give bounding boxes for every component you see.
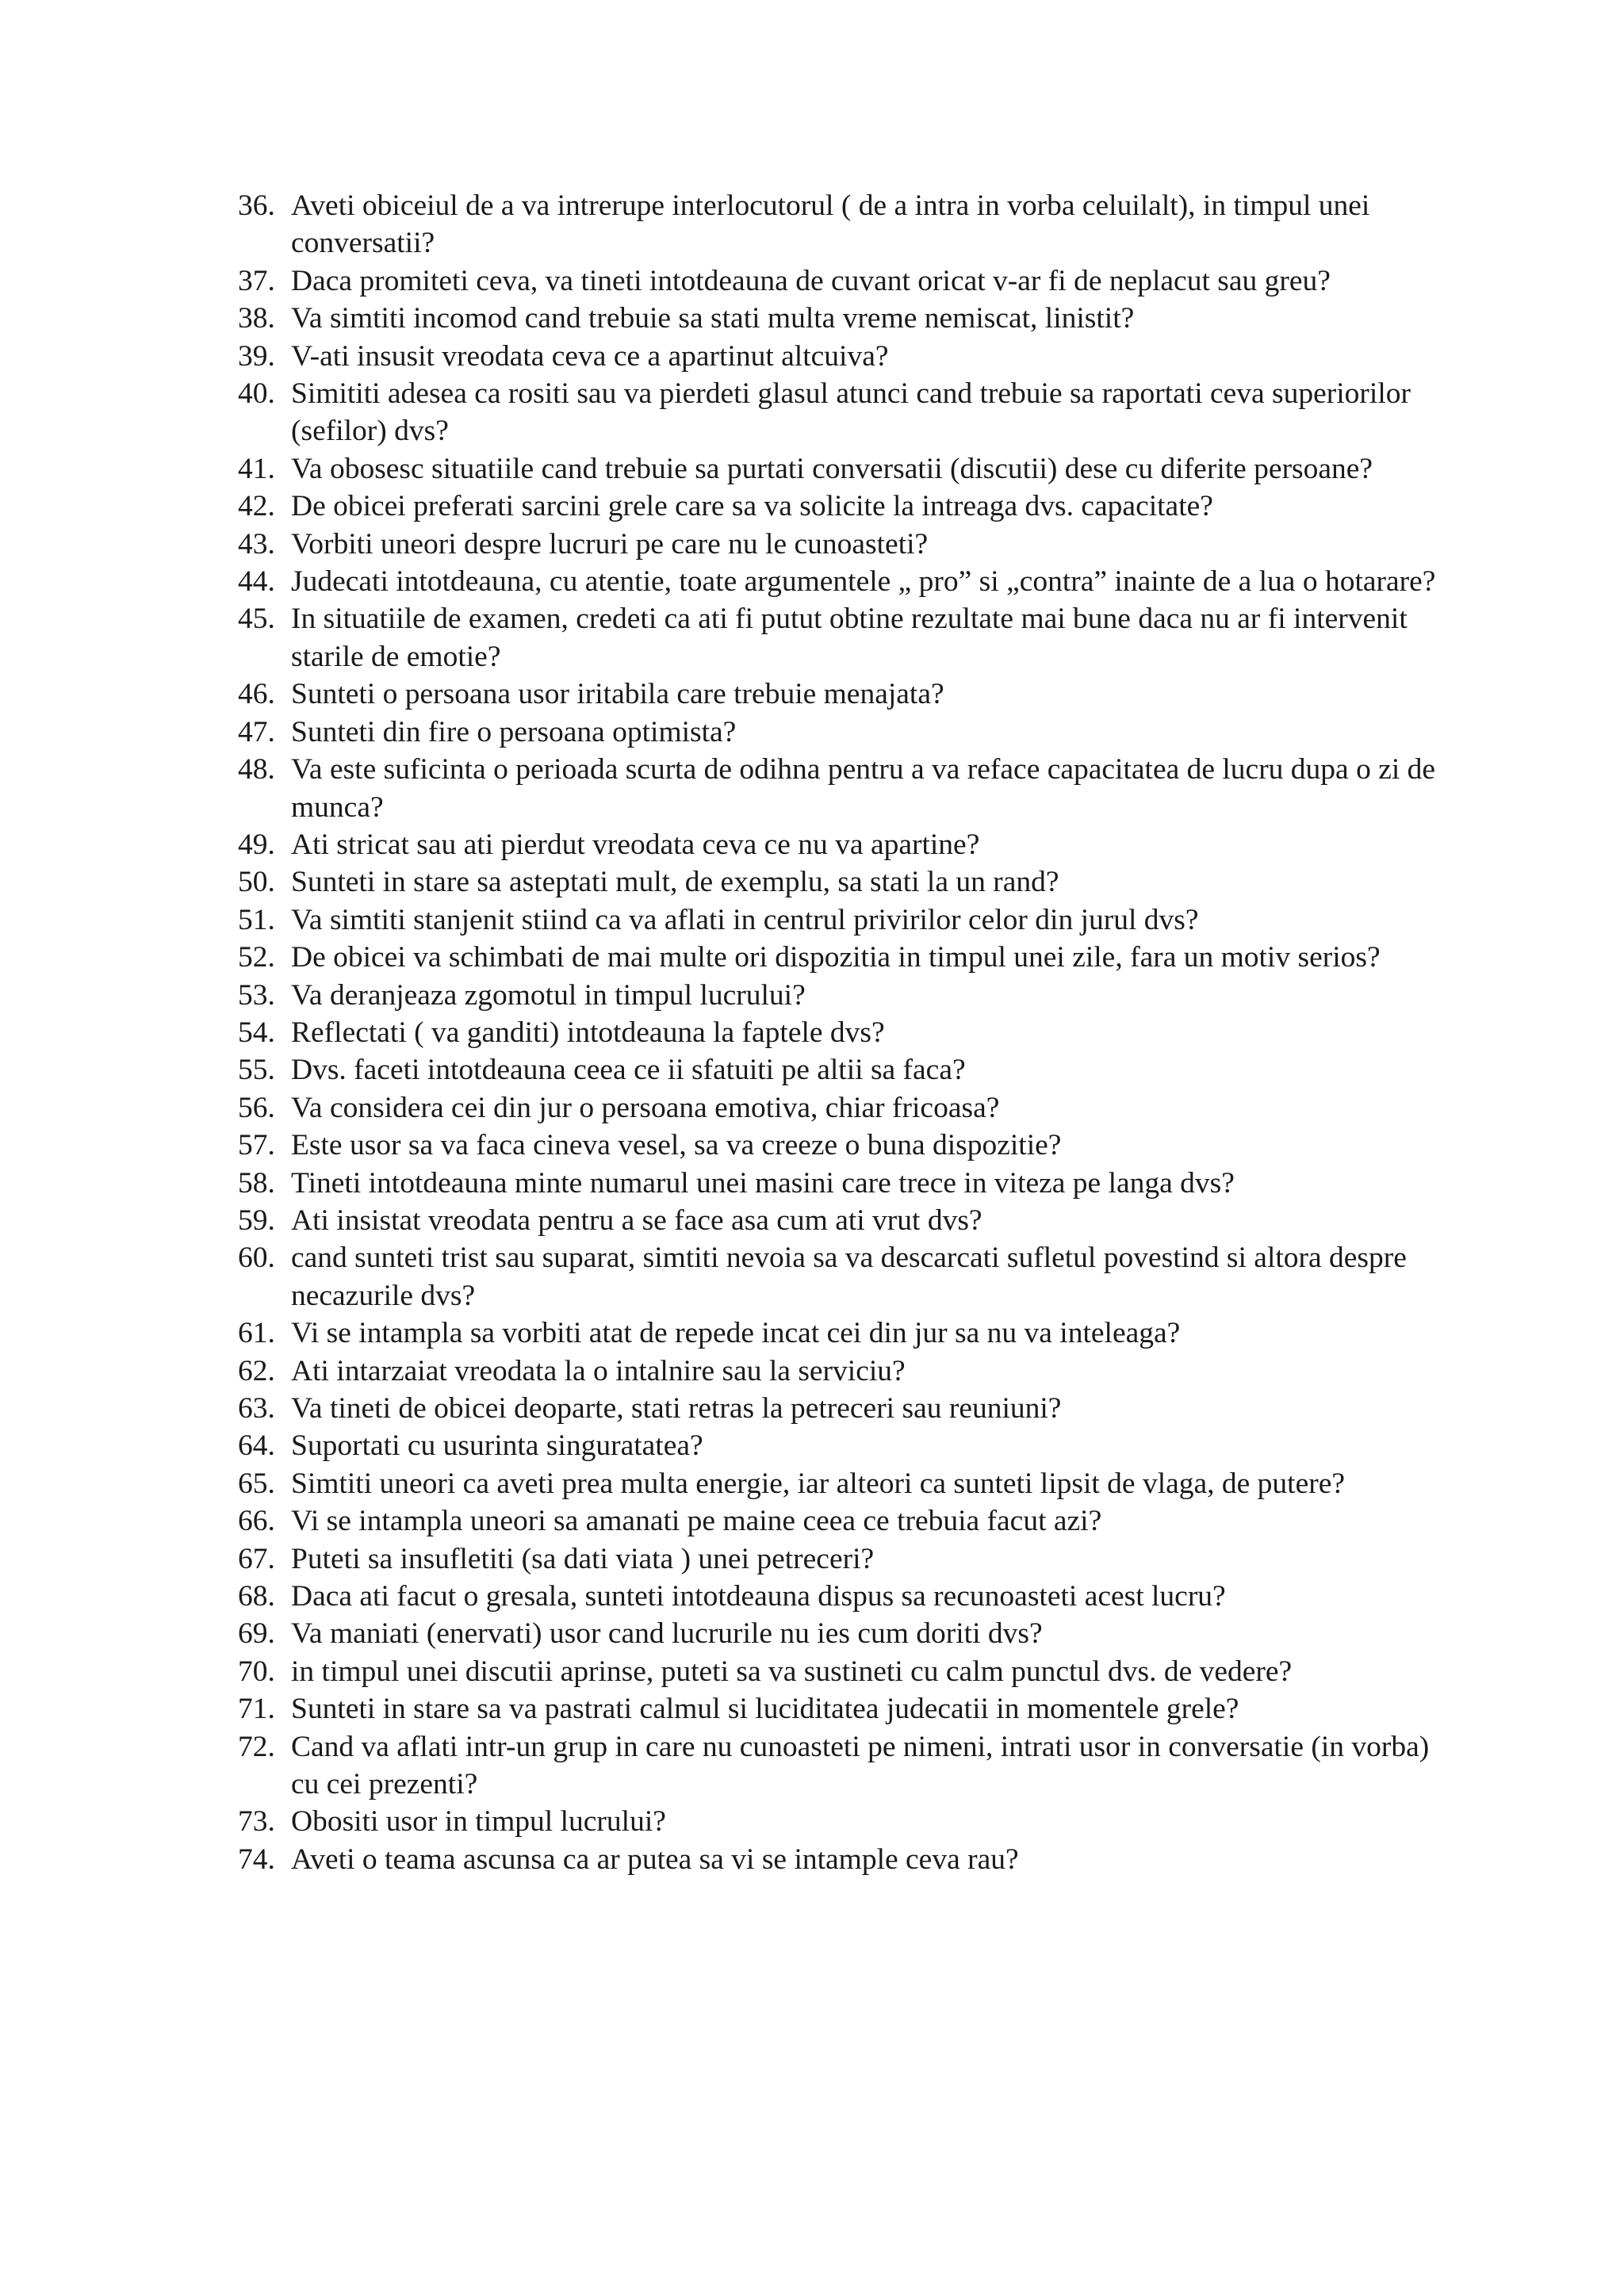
question-text: Va obosesc situatiile cand trebuie sa purtati conversatii (discutii) dese cu diferite persoane? xyxy=(291,452,1373,485)
question-number: 44. xyxy=(238,565,275,599)
question-item xyxy=(238,751,1443,826)
question-text: Puteti sa insufletiti (sa dati viata ) unei petreceri? xyxy=(291,1542,875,1575)
question-text: Va simtiti incomod cand trebuie sa stati multa vreme nemiscat, linistit? xyxy=(291,302,1135,335)
question-number: 73. xyxy=(238,1805,275,1839)
question-number: 46. xyxy=(238,678,275,711)
question-number: 49. xyxy=(238,828,275,861)
question-text: V-ati insusit vreodata ceva ce a apartinut altcuiva? xyxy=(291,339,889,373)
question-text: Vorbiti uneori despre lucruri pe care nu le cunoasteti? xyxy=(291,527,929,561)
question-text: In situatiile de examen, credeti ca ati fi putut obtine rezultate mai bune daca nu ar fi intervenit starile de emotie? xyxy=(291,603,1408,673)
question-number: 60. xyxy=(238,1242,275,1275)
question-number: 40. xyxy=(238,377,275,411)
question-number: 66. xyxy=(238,1505,275,1538)
question-number: 51. xyxy=(238,903,275,936)
question-item xyxy=(238,977,1443,1014)
question-text: Cand va aflati intr-un grup in care nu cunoasteti pe nimeni, intrati usor in conversatie (in vorba) cu cei prezenti? xyxy=(291,1730,1430,1801)
question-item xyxy=(238,826,1443,863)
question-item xyxy=(238,488,1443,525)
question-item xyxy=(238,1127,1443,1164)
question-number: 62. xyxy=(238,1354,275,1387)
question-text: Reflectati ( va ganditi) intotdeauna la faptele dvs? xyxy=(291,1016,885,1049)
question-number: 64. xyxy=(238,1429,275,1463)
question-text: in timpul unei discutii aprinse, puteti sa va sustineti cu calm punctul dvs. de vedere? xyxy=(291,1655,1293,1688)
question-text: Dvs. faceti intotdeauna ceea ce ii sfatuiti pe altii sa faca? xyxy=(291,1054,966,1087)
question-number: 55. xyxy=(238,1054,275,1087)
question-item xyxy=(238,675,1443,713)
question-number: 68. xyxy=(238,1580,275,1613)
question-item xyxy=(238,1202,1443,1239)
question-number: 39. xyxy=(238,339,275,373)
question-number: 50. xyxy=(238,866,275,899)
question-text: Vi se intampla sa vorbiti atat de repede incat cei din jur sa nu va inteleaga? xyxy=(291,1317,1181,1350)
question-number: 42. xyxy=(238,490,275,523)
question-number: 56. xyxy=(238,1091,275,1124)
question-text: De obicei va schimbati de mai multe ori dispozitia in timpul unei zile, fara un motiv serios? xyxy=(291,941,1381,974)
question-text: Simtiti uneori ca aveti prea multa energie, iar alteori ca sunteti lipsit de vlaga, de putere? xyxy=(291,1467,1346,1500)
question-item xyxy=(238,526,1443,563)
question-number: 65. xyxy=(238,1467,275,1500)
question-item xyxy=(238,714,1443,751)
question-item xyxy=(238,450,1443,488)
question-number: 74. xyxy=(238,1843,275,1876)
question-item xyxy=(238,375,1443,450)
question-item xyxy=(238,1051,1443,1089)
question-item xyxy=(238,563,1443,600)
question-text: Daca promiteti ceva, va tineti intotdeauna de cuvant oricat v-ar fi de neplacut sau greu? xyxy=(291,264,1331,297)
question-item xyxy=(238,300,1443,337)
question-item xyxy=(238,338,1443,375)
question-number: 53. xyxy=(238,978,275,1012)
question-item xyxy=(238,1390,1443,1427)
question-number: 48. xyxy=(238,753,275,786)
question-item xyxy=(238,1690,1443,1728)
question-text: Va tineti de obicei deoparte, stati retras la petreceri sau reuniuni? xyxy=(291,1392,1062,1425)
question-text: Sunteti in stare sa va pastrati calmul si luciditatea judecatii in momentele grele? xyxy=(291,1693,1239,1726)
question-text: Va deranjeaza zgomotul in timpul lucrului? xyxy=(291,978,806,1012)
question-text: Vi se intampla uneori sa amanati pe maine ceea ce trebuia facut azi? xyxy=(291,1505,1102,1538)
question-number: 38. xyxy=(238,302,275,335)
question-number: 69. xyxy=(238,1617,275,1651)
question-text: Sunteti din fire o persoana optimista? xyxy=(291,715,737,748)
question-number: 37. xyxy=(238,264,275,297)
question-item xyxy=(238,1728,1443,1804)
question-number: 70. xyxy=(238,1655,275,1688)
question-number: 57. xyxy=(238,1129,275,1162)
question-text: Tineti intotdeauna minte numarul unei masini care trece in viteza pe langa dvs? xyxy=(291,1166,1235,1200)
question-text: Suportati cu usurinta singuratatea? xyxy=(291,1429,703,1463)
question-text: Obositi usor in timpul lucrului? xyxy=(291,1805,666,1839)
question-text: Este usor sa va faca cineva vesel, sa va creeze o buna dispozitie? xyxy=(291,1129,1062,1162)
question-number: 61. xyxy=(238,1317,275,1350)
question-number: 58. xyxy=(238,1166,275,1200)
question-item xyxy=(238,939,1443,976)
question-text: Va este suficinta o perioada scurta de odihna pentru a va reface capacitatea de lucru dupa o zi de munca? xyxy=(291,753,1436,824)
question-text: Va simtiti stanjenit stiind ca va aflati in centrul privirilor celor din jurul dvs? xyxy=(291,903,1199,936)
question-text: De obicei preferati sarcini grele care sa va solicite la intreaga dvs. capacitate? xyxy=(291,490,1213,523)
question-number: 41. xyxy=(238,452,275,485)
question-number: 47. xyxy=(238,715,275,748)
question-text: Sunteti in stare sa asteptati mult, de exemplu, sa stati la un rand? xyxy=(291,866,1059,899)
question-text: Ati stricat sau ati pierdut vreodata ceva ce nu va apartine? xyxy=(291,828,980,861)
question-item xyxy=(238,600,1443,675)
question-item xyxy=(238,1314,1443,1352)
question-item xyxy=(238,1353,1443,1390)
question-item xyxy=(238,1653,1443,1690)
question-item xyxy=(238,1502,1443,1540)
question-number: 63. xyxy=(238,1392,275,1425)
question-item xyxy=(238,1578,1443,1615)
question-text: Judecati intotdeauna, cu atentie, toate argumentele „ pro” si „contra” inainte de a lua o hotarare? xyxy=(291,565,1436,599)
question-item xyxy=(238,1239,1443,1314)
question-number: 71. xyxy=(238,1693,275,1726)
question-text: Va maniati (enervati) usor cand lucrurile nu ies cum doriti dvs? xyxy=(291,1617,1043,1651)
question-number: 43. xyxy=(238,527,275,561)
question-item xyxy=(238,1427,1443,1464)
question-number: 59. xyxy=(238,1203,275,1237)
question-text: Simititi adesea ca rositi sau va pierdeti glasul atunci cand trebuie sa raportati ceva superiorilor (sefilor) dvs? xyxy=(291,377,1411,448)
question-text: Aveti obiceiul de a va intrerupe interlocutorul ( de a intra in vorba celuilalt), in timpul unei conversatii? xyxy=(291,189,1370,260)
question-item xyxy=(238,1615,1443,1652)
question-item xyxy=(238,1540,1443,1578)
question-item xyxy=(238,187,1443,262)
question-text: Ati insistat vreodata pentru a se face asa cum ati vrut dvs? xyxy=(291,1203,982,1237)
question-item xyxy=(238,1165,1443,1202)
question-number: 72. xyxy=(238,1730,275,1763)
question-item xyxy=(238,1014,1443,1051)
question-item xyxy=(238,1841,1443,1878)
question-item xyxy=(238,1089,1443,1127)
question-number: 36. xyxy=(238,189,275,222)
question-item xyxy=(238,1803,1443,1840)
question-text: Ati intarzaiat vreodata la o intalnire sau la serviciu? xyxy=(291,1354,906,1387)
question-text: Va considera cei din jur o persoana emotiva, chiar fricoasa? xyxy=(291,1091,1000,1124)
question-text: Aveti o teama ascunsa ca ar putea sa vi se intample ceva rau? xyxy=(291,1843,1019,1876)
question-text: Daca ati facut o gresala, sunteti intotdeauna dispus sa recunoasteti acest lucru? xyxy=(291,1580,1226,1613)
question-item xyxy=(238,863,1443,901)
question-text: cand sunteti trist sau suparat, simtiti nevoia sa va descarcati sufletul povestind si altora despre necazurile dvs? xyxy=(291,1242,1407,1312)
question-number: 54. xyxy=(238,1016,275,1049)
question-item xyxy=(238,1465,1443,1502)
question-text: Sunteti o persoana usor iritabila care trebuie menajata? xyxy=(291,678,944,711)
question-number: 45. xyxy=(238,603,275,636)
question-item xyxy=(238,262,1443,300)
question-number: 52. xyxy=(238,941,275,974)
questionnaire-list xyxy=(238,187,1443,1878)
question-number: 67. xyxy=(238,1542,275,1575)
question-item xyxy=(238,901,1443,939)
